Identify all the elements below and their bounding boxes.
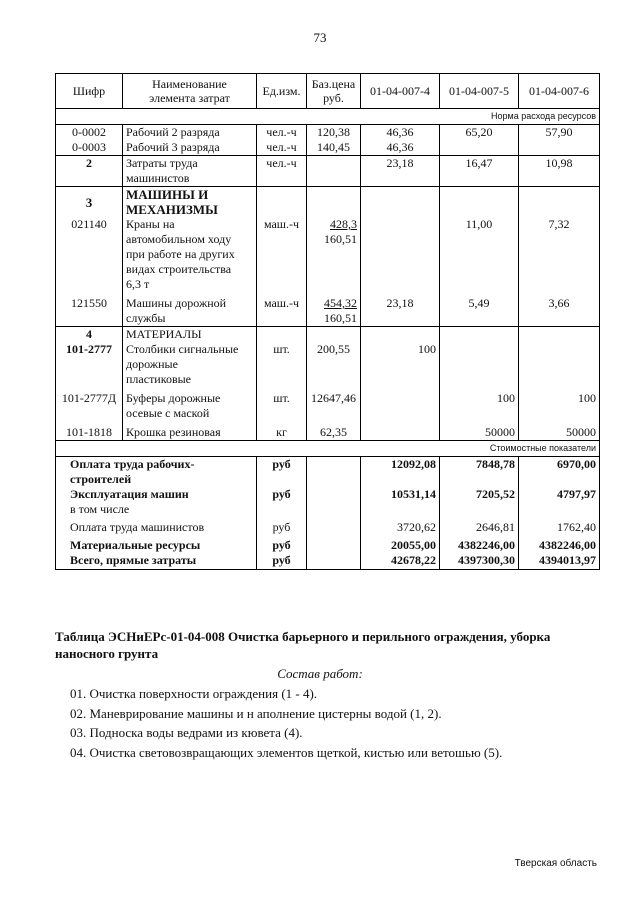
cell-unit: маш.-ч <box>257 217 307 292</box>
cell-norm1 <box>361 387 440 421</box>
table-row <box>56 421 600 441</box>
cost-name: Всего, прямые затраты <box>56 553 257 570</box>
cell-norm1 <box>361 421 440 441</box>
cell-norm1: 100 <box>361 327 440 388</box>
cell-norm2: 5,49 <box>440 292 519 327</box>
col-name-header: Наименование элемента затрат <box>123 74 257 109</box>
cell-price: 140,45 <box>307 140 361 156</box>
cost-row <box>56 517 600 535</box>
cell-unit: кг <box>257 421 307 441</box>
cell-norm2: 16,47 <box>440 156 519 187</box>
cell-norm2 <box>440 327 519 388</box>
col-price-header: Баз.цена руб. <box>307 74 361 109</box>
cell-norm1 <box>361 187 440 218</box>
cost-value1: 12092,08 <box>361 457 440 488</box>
cost-name: Материальные ресурсы <box>56 535 257 553</box>
cost-value2: 2646,81 <box>440 517 519 535</box>
cost-row <box>56 553 600 570</box>
cell-code: 0-0003 <box>56 140 123 156</box>
cell-name: МАТЕРИАЛЫ Столбики сигнальные дорожные пластиковые <box>123 327 257 388</box>
cell-norm3: 7,32 <box>519 217 600 292</box>
cell-norm1: 46,36 <box>361 140 440 156</box>
cell-norm3: 50000 <box>519 421 600 441</box>
cost-value1 <box>361 502 440 517</box>
cell-unit: чел.-ч <box>257 125 307 141</box>
col-unit-header: Ед.изм. <box>257 74 307 109</box>
cost-price <box>307 457 361 488</box>
cell-norm2 <box>440 187 519 218</box>
cost-name: Эксплуатация машин <box>56 487 257 502</box>
list-item: 01. Очистка поверхности ограждения (1 - 4). <box>70 686 318 701</box>
cell-name: Рабочий 2 разряда <box>123 125 257 141</box>
cell-norm2: 65,20 <box>440 125 519 141</box>
cell-name: МАШИНЫ И МЕХАНИЗМЫ <box>123 187 257 218</box>
cost-name: Оплата труда машинистов <box>56 517 257 535</box>
cost-price <box>307 502 361 517</box>
table-title: Таблица ЭСНиЕРс-01-04-008 Очистка барьерного и перильного ограждения, уборка наносного грунта <box>55 629 551 661</box>
cell-name: Крошка резиновая <box>123 421 257 441</box>
cell-code: 0-0002 <box>56 125 123 141</box>
table-row <box>56 217 600 292</box>
cell-price: 200,55 <box>307 327 361 388</box>
cell-code: 3 <box>56 187 123 218</box>
cost-unit: руб <box>257 487 307 502</box>
cell-code: 101-1818 <box>56 421 123 441</box>
cell-name: Буферы дорожные осевые с маской <box>123 387 257 421</box>
cost-label: Стоимостные показатели <box>56 441 600 457</box>
cost-subheader <box>56 441 600 457</box>
col-norm2-header: 01-04-007-5 <box>440 74 519 109</box>
col-norm3-header: 01-04-007-6 <box>519 74 600 109</box>
cost-value3: 1762,40 <box>519 517 600 535</box>
cost-unit: руб <box>257 553 307 570</box>
cell-norm1: 23,18 <box>361 292 440 327</box>
table-row <box>56 125 600 141</box>
cost-value1: 10531,14 <box>361 487 440 502</box>
cost-value2 <box>440 502 519 517</box>
page-number: 73 <box>313 30 327 45</box>
cell-unit: чел.-ч <box>257 156 307 187</box>
norm-label: Норма расхода ресурсов <box>56 109 600 125</box>
cell-unit <box>257 187 307 218</box>
cost-row <box>56 487 600 502</box>
cost-name: Оплата труда рабочих- строителей <box>56 457 257 488</box>
table-row <box>56 140 600 156</box>
cell-norm1: 23,18 <box>361 156 440 187</box>
table-row <box>56 327 600 388</box>
cell-norm1: 46,36 <box>361 125 440 141</box>
cell-unit: шт. <box>257 327 307 388</box>
region-footer: Тверская область <box>514 858 597 869</box>
cell-norm2: 100 <box>440 387 519 421</box>
cell-norm3 <box>519 327 600 388</box>
cell-norm2 <box>440 140 519 156</box>
price-value: 454,32 <box>324 296 357 310</box>
cost-value1: 20055,00 <box>361 535 440 553</box>
list-item: 03. Подноска воды ведрами из кювета (4). <box>70 725 303 740</box>
norm-subheader <box>56 109 600 125</box>
cost-value3: 4382246,00 <box>519 535 600 553</box>
cost-value3: 4797,97 <box>519 487 600 502</box>
cost-row <box>56 502 600 517</box>
cell-norm2: 50000 <box>440 421 519 441</box>
price-machinist-value: 160,51 <box>324 311 357 325</box>
cost-unit <box>257 502 307 517</box>
list-item: 02. Маневрирование машины и н аполнение цистерны водой (1, 2). <box>70 705 442 721</box>
cell-code: 101-2777Д <box>56 387 123 421</box>
cell-price <box>307 292 361 327</box>
col-norm1-header: 01-04-007-4 <box>361 74 440 109</box>
list-item: 04. Очистка световозвращающих элементов щеткой, кистью или ветошью (5). <box>70 744 503 760</box>
cell-norm3 <box>519 187 600 218</box>
cost-price <box>307 517 361 535</box>
cost-row <box>56 457 600 488</box>
cell-name: Рабочий 3 разряда <box>123 140 257 156</box>
works-heading: Состав работ: <box>277 666 363 681</box>
cost-value2: 4382246,00 <box>440 535 519 553</box>
price-machinist-value: 160,51 <box>324 232 357 246</box>
cell-norm3: 100 <box>519 387 600 421</box>
cell-norm2: 11,00 <box>440 217 519 292</box>
table-row <box>56 156 600 187</box>
cost-unit: руб <box>257 535 307 553</box>
cell-name: Машины дорожной службы <box>123 292 257 327</box>
cell-unit: чел.-ч <box>257 140 307 156</box>
cost-name: в том числе <box>56 502 257 517</box>
table-header <box>56 74 600 109</box>
cell-code: 4 101-2777 <box>56 327 123 388</box>
cost-unit: руб <box>257 457 307 488</box>
cost-unit: руб <box>257 517 307 535</box>
works-list <box>70 684 502 762</box>
cost-value2: 7848,78 <box>440 457 519 488</box>
cell-price <box>307 187 361 218</box>
resource-table <box>55 73 600 570</box>
cell-unit: шт. <box>257 387 307 421</box>
cost-price <box>307 487 361 502</box>
cost-value1: 42678,22 <box>361 553 440 570</box>
cost-value3: 4394013,97 <box>519 553 600 570</box>
price-value: 428,3 <box>330 217 357 231</box>
cell-price <box>307 156 361 187</box>
table-row <box>56 292 600 327</box>
col-code-header: Шифр <box>56 74 123 109</box>
cell-code: 021140 <box>56 217 123 292</box>
cell-price: 120,38 <box>307 125 361 141</box>
cell-price: 12647,46 <box>307 387 361 421</box>
cell-code: 121550 <box>56 292 123 327</box>
cell-price: 62,35 <box>307 421 361 441</box>
cell-norm3: 10,98 <box>519 156 600 187</box>
cell-name: Затраты труда машинистов <box>123 156 257 187</box>
cost-value1: 3720,62 <box>361 517 440 535</box>
table-row <box>56 187 600 218</box>
cell-name: Краны на автомобильном ходу при работе на других видах строительства 6,3 т <box>123 217 257 292</box>
cost-value2: 7205,52 <box>440 487 519 502</box>
cell-norm1 <box>361 217 440 292</box>
cost-price <box>307 553 361 570</box>
cell-norm3: 57,90 <box>519 125 600 141</box>
cell-code: 2 <box>56 156 123 187</box>
table-row <box>56 387 600 421</box>
cost-value2: 4397300,30 <box>440 553 519 570</box>
cost-value3: 6970,00 <box>519 457 600 488</box>
cell-unit: маш.-ч <box>257 292 307 327</box>
cost-row <box>56 535 600 553</box>
cost-value3 <box>519 502 600 517</box>
cell-price <box>307 217 361 292</box>
cell-norm3: 3,66 <box>519 292 600 327</box>
cost-price <box>307 535 361 553</box>
cell-norm3 <box>519 140 600 156</box>
